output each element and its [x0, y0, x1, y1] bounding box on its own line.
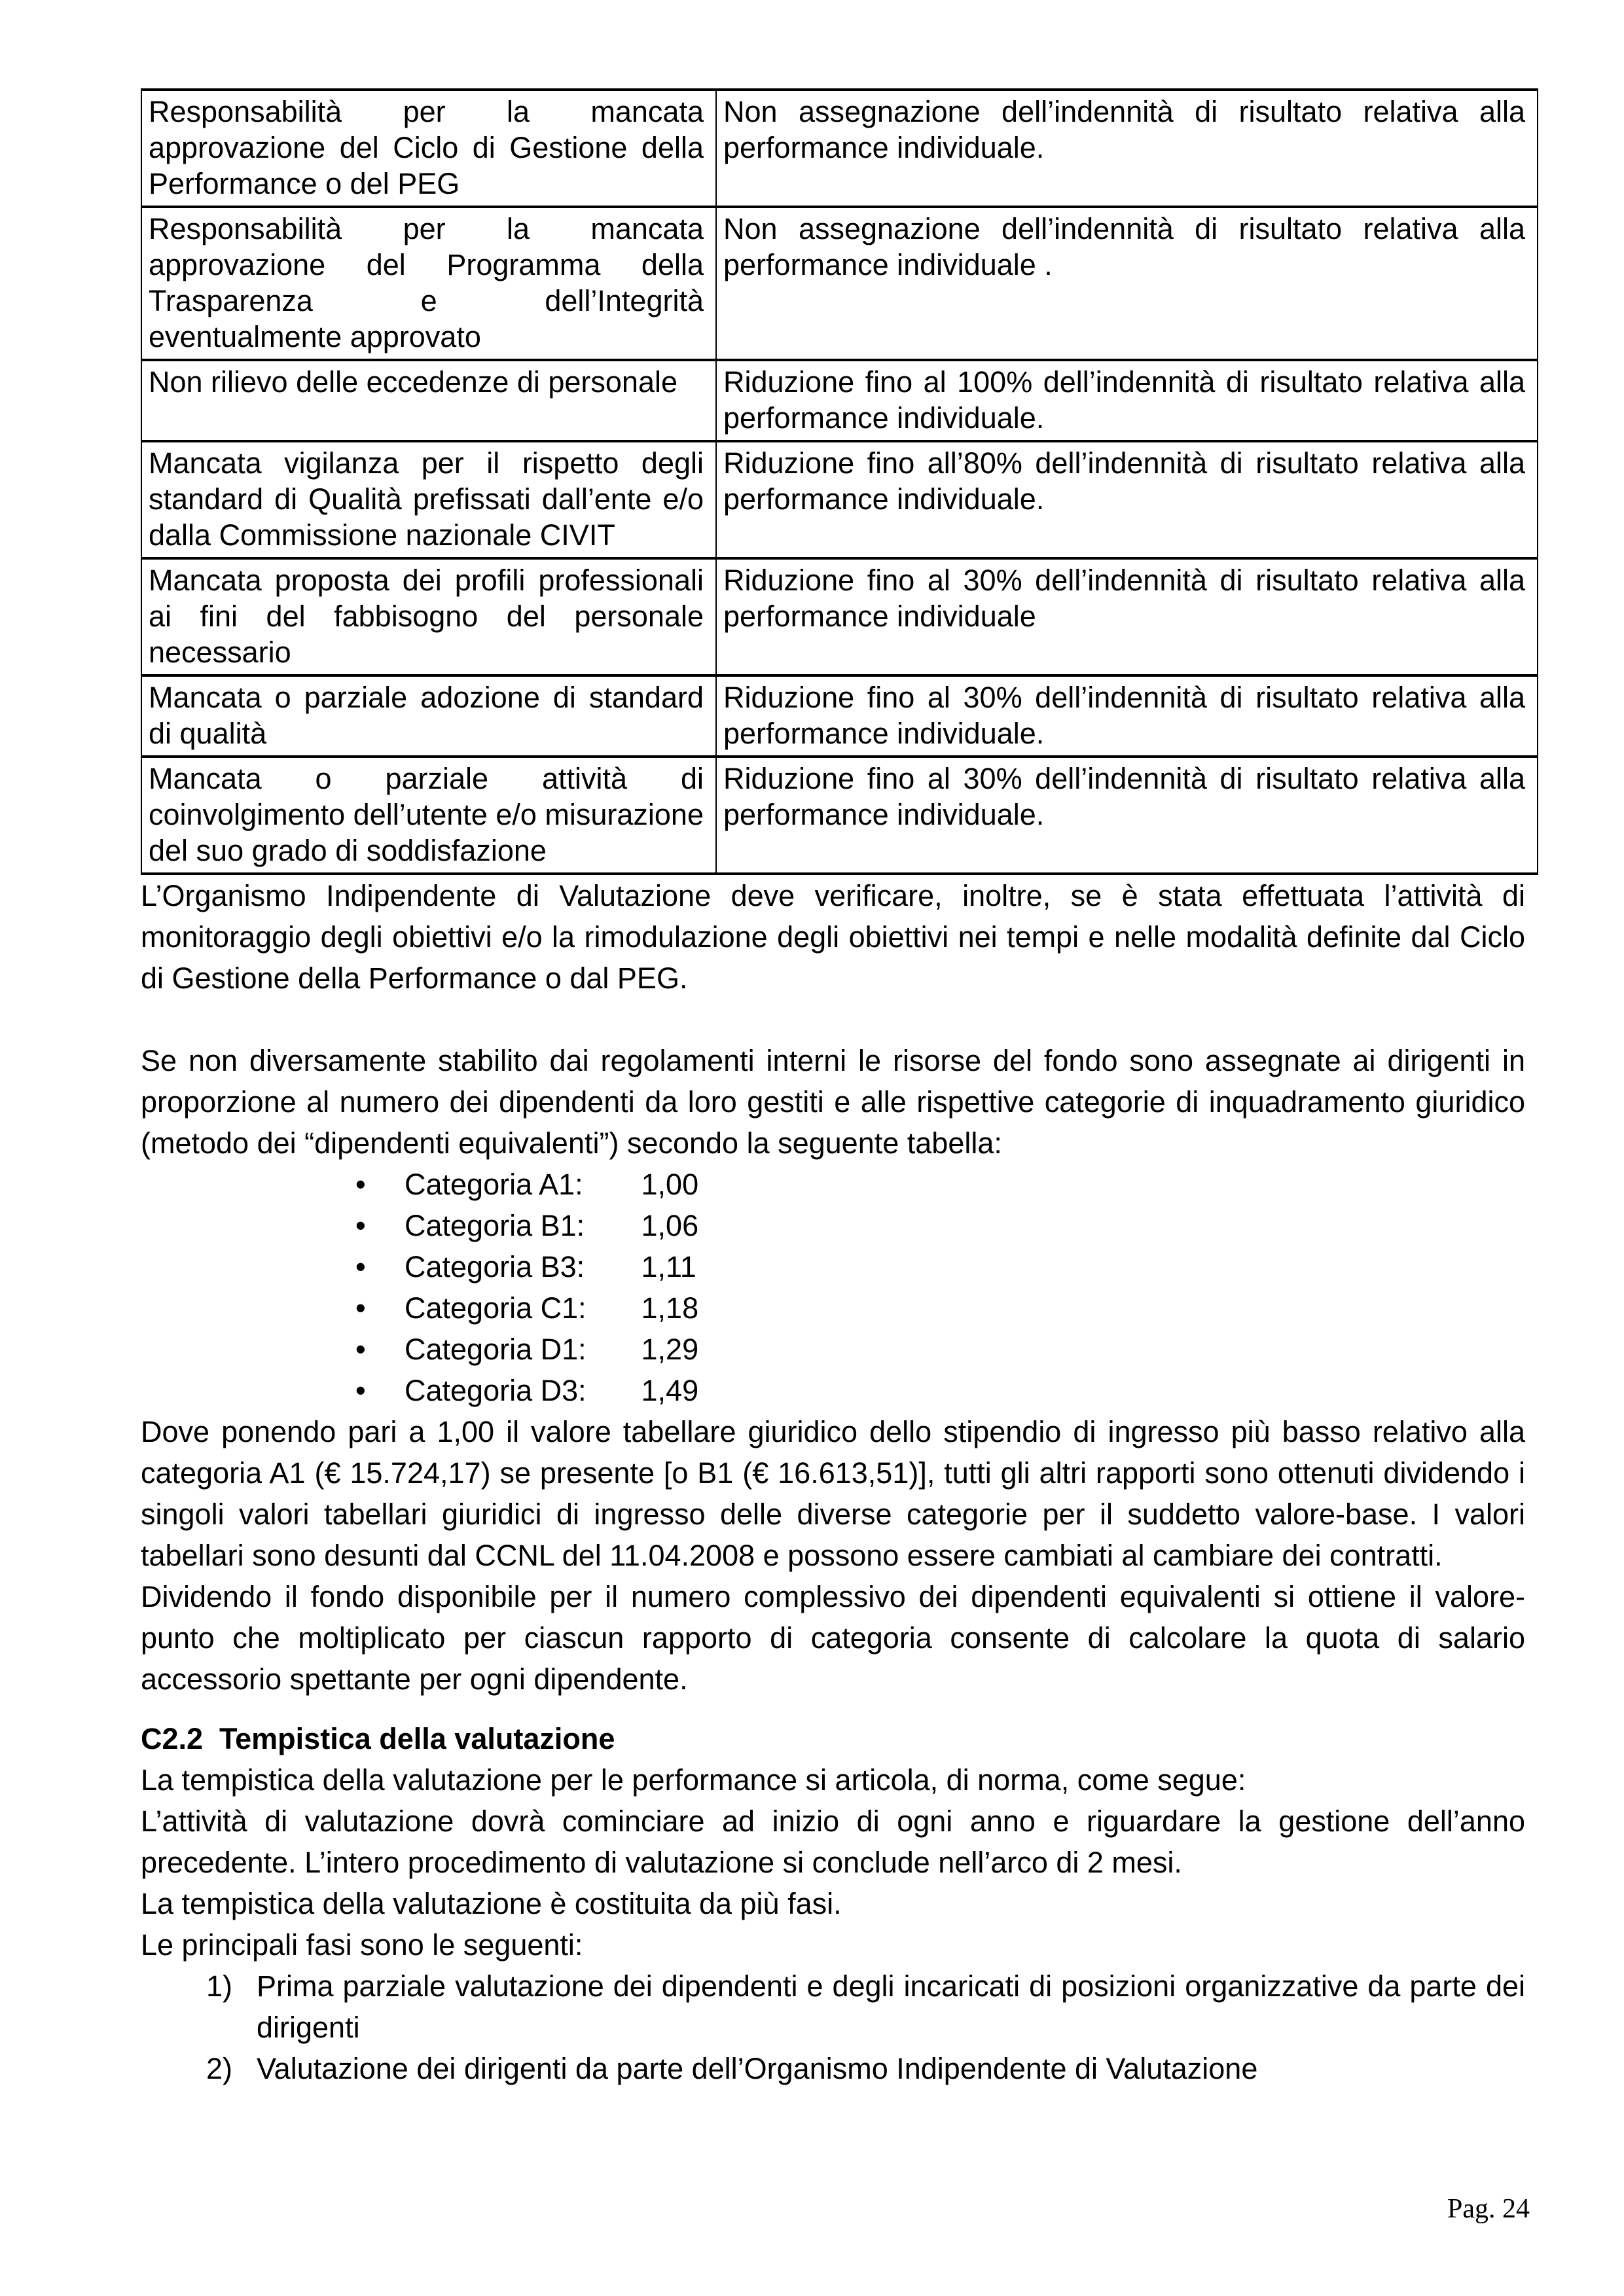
bullet-icon: • [355, 1333, 366, 1366]
bullet-icon: • [355, 1291, 366, 1325]
table-row [141, 558, 1538, 675]
item-text: Valutazione dei dirigenti da parte dell’Organismo Indipendente di Valutazione [257, 2052, 1258, 2085]
paragraph-risorse-fondo: Se non diversamente stabilito dai regolamenti interni le risorse del fondo sono assegnate ai dirigenti in proporzione al numero dei dipendenti da loro gestiti e alle rispettive categorie di inquadramento giuridico (metodo dei “dipendenti equivalenti”) secondo la seguente tabella: [141, 1044, 1525, 1160]
table-row [141, 90, 1538, 207]
list-item [141, 1329, 1525, 1370]
violation-cell: Mancata o parziale adozione di standard di qualità [141, 675, 716, 757]
list-item [141, 1287, 1525, 1329]
category-ratio-list [141, 1164, 1525, 1411]
category-value: 1,00 [641, 1168, 699, 1201]
table-row [141, 207, 1538, 360]
bullet-icon: • [355, 1168, 366, 1201]
paragraph-tempistica-intro: La tempistica della valutazione per le performance si articola, di norma, come segue: [141, 1763, 1246, 1797]
sanction-cell: Riduzione fino al 30% dell’indennità di risultato relativa alla performance individuale [716, 558, 1538, 675]
sanction-cell: Riduzione fino all’80% dell’indennità di risultato relativa alla performance individuale. [716, 441, 1538, 558]
category-value: 1,06 [641, 1209, 699, 1242]
category-label: Categoria C1: [405, 1291, 586, 1325]
list-item [141, 2048, 1525, 2089]
category-label: Categoria D3: [405, 1374, 586, 1407]
table-row [141, 441, 1538, 558]
category-value: 1,29 [641, 1333, 699, 1366]
category-value: 1,18 [641, 1291, 699, 1325]
paragraph-spacer [141, 999, 1525, 1040]
sanction-cell: Non assegnazione dell’indennità di risultato relativa alla performance individuale . [716, 207, 1538, 360]
category-label: Categoria B3: [405, 1250, 585, 1283]
list-item [141, 1246, 1525, 1287]
paragraph-piu-fasi: La tempistica della valutazione è costituita da più fasi. [141, 1887, 842, 1920]
bullet-icon: • [355, 1374, 366, 1407]
paragraph-attivita-valutazione: L’attività di valutazione dovrà cominciare ad inizio di ogni anno e riguardare la gestione dell’anno precedente. L’intero procedimento di valutazione si conclude nell’arco di 2 mesi. [141, 1804, 1525, 1879]
category-label: Categoria A1: [405, 1168, 583, 1201]
category-value: 1,49 [641, 1374, 699, 1407]
phase-list [141, 1965, 1525, 2089]
violation-cell: Mancata vigilanza per il rispetto degli standard di Qualità prefissati dall’ente e/o dalla Commissione nazionale CIVIT [141, 441, 716, 558]
paragraph-valore-base: Dove ponendo pari a 1,00 il valore tabellare giuridico dello stipendio di ingresso più basso relativo alla categoria A1 (€ 15.724,17) se presente [o B1 (€ 16.613,51)], tutti gli altri rapporti sono ottenuti dividendo i singoli valori tabellari giuridici di ingresso delle diverse categorie per il suddetto valore-base. I valori tabellari sono desunti dal CCNL del 11.04.2008 e possono essere cambiati al cambiare dei contratti. [141, 1415, 1525, 1572]
paragraph-oiv-verifica: L’Organismo Indipendente di Valutazione deve verificare, inoltre, se è stata effettuata l’attività di monitoraggio degli obiettivi e/o la rimodulazione degli obiettivi nei tempi e nelle modalità definite dal Ciclo di Gestione della Performance o dal PEG. [141, 879, 1525, 995]
list-item [141, 1164, 1525, 1205]
table-row [141, 757, 1538, 874]
sanction-cell: Riduzione fino al 30% dell’indennità di risultato relativa alla performance individuale. [716, 675, 1538, 757]
section-number: C2.2 [141, 1722, 204, 1755]
page-number: Pag. 24 [1447, 2194, 1530, 2224]
sanction-cell: Riduzione fino al 30% dell’indennità di risultato relativa alla performance individuale. [716, 757, 1538, 874]
sanction-cell: Riduzione fino al 100% dell’indennità di risultato relativa alla performance individuale. [716, 360, 1538, 441]
section-title: Tempistica della valutazione [219, 1722, 615, 1755]
category-label: Categoria B1: [405, 1209, 585, 1242]
violation-cell: Mancata proposta dei profili professionali ai fini del fabbisogno del personale necessario [141, 558, 716, 675]
item-number: 1) [206, 1969, 233, 2003]
category-value: 1,11 [641, 1250, 696, 1283]
list-item [141, 1370, 1525, 1411]
section-spacer [141, 1700, 1525, 1718]
bullet-icon: • [355, 1209, 366, 1242]
item-text: Prima parziale valutazione dei dipendenti e degli incaricati di posizioni organizzative da parte dei dirigenti [257, 1969, 1525, 2044]
list-item [141, 1965, 1525, 2048]
paragraph-fasi-seguenti: Le principali fasi sono le seguenti: [141, 1928, 583, 1962]
page-content [141, 88, 1525, 2089]
section-heading-tempistica [141, 1718, 1525, 1759]
list-item [141, 1205, 1525, 1246]
violation-cell: Responsabilità per la mancata approvazione del Ciclo di Gestione della Performance o del PEG [141, 90, 716, 207]
violation-cell: Non rilievo delle eccedenze di personale [141, 360, 716, 441]
table-row [141, 360, 1538, 441]
item-number: 2) [206, 2052, 233, 2085]
category-label: Categoria D1: [405, 1333, 586, 1366]
sanction-cell: Non assegnazione dell’indennità di risultato relativa alla performance individuale. [716, 90, 1538, 207]
bullet-icon: • [355, 1250, 366, 1283]
sanctions-table [141, 88, 1538, 875]
paragraph-valore-punto: Dividendo il fondo disponibile per il numero complessivo dei dipendenti equivalenti si ottiene il valore-punto che moltiplicato per ciascun rapporto di categoria consente di calcolare la quota di salario accessorio spettante per ogni dipendente. [141, 1580, 1525, 1696]
table-row [141, 675, 1538, 757]
violation-cell: Responsabilità per la mancata approvazione del Programma della Trasparenza e dell’Integrità eventualmente approvato [141, 207, 716, 360]
violation-cell: Mancata o parziale attività di coinvolgimento dell’utente e/o misurazione del suo grado di soddisfazione [141, 757, 716, 874]
